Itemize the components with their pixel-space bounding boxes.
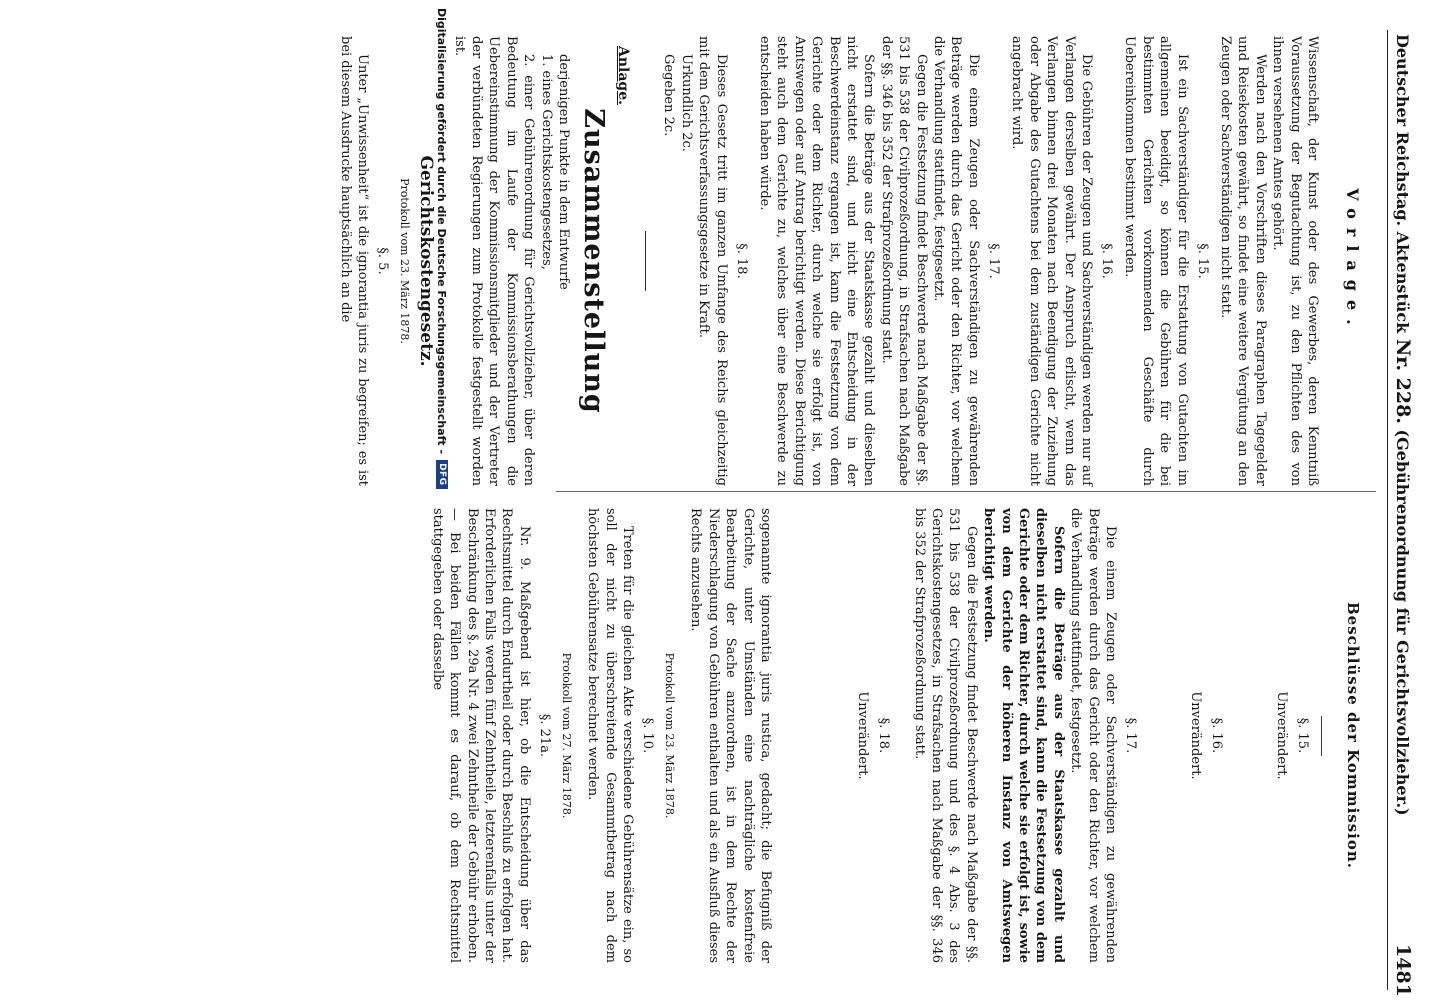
vorlage-paragraph: Wissenschaft, der Kunst oder des Gewerbes, deren Kenntniß Voraussetzung der Begutachtung ist, zu den Pflichten des von ihnen versehenen Amtes gehört. bbox=[1270, 36, 1320, 486]
right-section-18: §. 18. bbox=[876, 717, 892, 754]
page-number: 1481 bbox=[1392, 944, 1414, 997]
right-section-15: §. 15. bbox=[1295, 717, 1310, 754]
anlage-label: Anlage. bbox=[615, 46, 631, 106]
vorlage-paragraph: Die Gebühren der Zeugen und Sachverständigen werden nur auf Verlangen derselben gewährt. Der Anspruch erlischt, wenn das Verlangen binnen drei Monaten nach Beendigung der Zuziehung oder Abgabe des Gutachtens bei dem zuständigen Gerichte nicht angebracht wird. bbox=[1009, 36, 1094, 486]
vorlage-paragraph: Die einem Zeugen oder Sachverständigen zu gewährenden Beträge werden durch das Gericht oder den Richter, vor welchem die Verhandlung stattfindet, festgesetzt. bbox=[931, 36, 981, 486]
footer-text: Digitalisierung gefördert durch die Deutsche Forschungsgemeinschaft - bbox=[435, 8, 449, 455]
vorlage-paragraph: Dieses Gesetz tritt im ganzen Umfange des Reichs gleichzeitig mit dem Gerichtsverfassungsgesetze in Kraft. bbox=[696, 36, 729, 486]
unchanged-15: Unverändert. bbox=[1274, 691, 1289, 780]
left-column-heading: Vorlage. bbox=[1343, 188, 1362, 334]
section-number: §. 16. bbox=[1098, 243, 1114, 279]
right-17-para-2: Sofern die Beträge aus der Staatskasse gezahlt und dieselben nicht erstattet sind, kann die Festsetzung von dem Gerichte oder dem Richter, durch welche sie erfolgt ist, sowie von dem Gerichte der höheren Instanz von Amtswegen berichtigt werden. bbox=[981, 508, 1066, 963]
section-5-text: Unter „Unwissenheit“ ist die ignorantia juris zu begreifen; es ist bei diesem Ausdrucke hauptsächlich an die bbox=[337, 36, 371, 486]
zusammenstellung-intro: derjenigen Punkte in dem Entwurfe bbox=[556, 54, 571, 290]
right-17-para-3: Gegen die Festsetzung findet Beschwerde nach Maßgabe der §§. 531 bis 538 der Civilprozeßordnung und des §. 4 Abs. 3 des Gerichtskostengesetzes, in Strafsachen nach Maßgabe der §§. 346 bis 352 der Strafprozeßordnung statt. bbox=[911, 508, 979, 963]
protocol-date-3: Protokoll vom 27. März 1878. bbox=[559, 652, 573, 819]
vorlage-paragraph: Werden nach den Vorschriften dieses Paragraphen Tagegelder und Reisekosten gewährt, so findet eine weitere Vergütung an den Zeugen oder Sachverständigen nicht statt. bbox=[1217, 36, 1268, 486]
vorlage-paragraph: Sofern die Beträge aus der Staatskasse gezahlt und dieselben nicht erstattet sind, und nicht eine Entscheidung in der Beschwerdeinstanz ergangen ist, kann die Festsetzung von dem Gerichte oder dem Richter, durch welche sie erfolgt ist, von Amtswegen oder auf Antrag berichtigt werden. Diese Berichtigung steht auch dem Gerichte zu, welches über eine Beschwerde zu entscheiden haben würde. bbox=[757, 36, 877, 486]
page-header bbox=[1392, 34, 1414, 934]
continuation-text-3: Nr. 9. Maßgebend ist hier, ob die Entscheidung über das Rechtsmittel durch Endurtheil oder durch Beschluß zu erfolgen hat. Erforderlichen Falls werden fünf Zehntheile, letzterenfalls unter der Beschränkung des §. 29a Nr. 4 zwei Zehntheile der Gebühr erhoben. — Bei beiden Fällen kommt es darauf, ob dem Rechtsmittel stattgegeben oder dasselbe bbox=[429, 508, 532, 963]
header-subtitle: (Gebührenordnung für Gerichtsvollzieher.) bbox=[1393, 429, 1412, 816]
section-number: §. 15. bbox=[1194, 243, 1210, 279]
section-5: §. 5. bbox=[375, 247, 391, 275]
section-number: §. 18. bbox=[733, 243, 749, 279]
section-10: §. 10. bbox=[640, 717, 656, 754]
section-rule bbox=[645, 231, 646, 291]
continuation-text-1: sogenannte ignorantia juris rustica, gedacht; die Befugniß der Gerichte, unter Umständen eine nachträgliche kostenfreie Bearbeitung der Sache anzuordnen, ist in dem Rechte der Niederschlagung von Gebühren enthalten und als ein Ausfluß dieses Rechts anzusehen. bbox=[688, 508, 774, 963]
protocol-date: Protokoll vom 23. März 1878. bbox=[398, 178, 412, 344]
vorlage-paragraph: Urkundlich 2c. bbox=[678, 54, 694, 152]
column-divider bbox=[556, 491, 1376, 492]
right-section-16: §. 16. bbox=[1209, 717, 1224, 754]
protocol-date-2: Protokoll vom 23. März 1878. bbox=[663, 652, 677, 819]
act-title: Gerichtskostengesetz. bbox=[416, 155, 437, 367]
vorlage-paragraph: Gegeben 2c. bbox=[661, 54, 677, 137]
unchanged-18: Unverändert. bbox=[855, 691, 871, 780]
left-column-vorlage bbox=[336, 36, 1366, 486]
right-column-heading: Beschlüsse der Kommission. bbox=[1344, 602, 1362, 869]
vorlage-paragraph: Ist ein Sachverständiger für die Erstattung von Gutachten im allgemeinen beeidigt, so können die Gebühren für die bei bestimmten Gerichten vorkommenden Geschäfte durch Uebereinkommen bestimmt werden. bbox=[1122, 36, 1190, 486]
right-17-para-1: Die einem Zeugen oder Sachverständigen zu gewährenden Beträge werden durch das Gericht oder den Richter, vor welchem die Verhandlung stattfindet, festgesetzt. bbox=[1068, 508, 1118, 963]
right-column-kommission bbox=[428, 508, 1366, 963]
right-section-17: §. 17. bbox=[1123, 717, 1138, 754]
digitization-footer bbox=[432, 0, 452, 1000]
unchanged-16: Unverändert. bbox=[1188, 691, 1203, 780]
header-rule bbox=[1387, 30, 1388, 990]
vorlage-text bbox=[660, 36, 1321, 486]
zusammenstellung-title: Zusammenstellung bbox=[578, 108, 609, 414]
section-21a: §. 21a. bbox=[536, 713, 552, 758]
continuation-text-2: Treten für die gleichen Akte verschiedene Gebührensätze ein, so soll der nicht zu überschreitende Gesammtbetrag nach dem höchsten Gebührensatze berechnet werden. bbox=[585, 508, 636, 963]
vorlage-paragraph: Gegen die Festsetzung findet Beschwerde nach Maßgabe der §§. 531 bis 538 der Civilprozeßordnung, in Strafsachen nach Maßgabe der §§. 346 bis 352 der Strafprozeßordnung statt. bbox=[878, 36, 929, 486]
header-number: Nr. 228. bbox=[1392, 338, 1414, 424]
dfg-logo: DFG bbox=[436, 460, 448, 489]
header-title: Deutscher Reichstag. Aktenstück bbox=[1393, 34, 1412, 334]
heading-rule bbox=[1321, 716, 1322, 756]
section-number: §. 17. bbox=[985, 243, 1001, 279]
list-item-1: 1. eines Gerichtskostengesetzes, bbox=[538, 54, 554, 270]
list-item-2: 2. einer Gebührenordnung für Gerichtsvollzieher, über deren Bedeutung im Laufe der Kommissionsberathungen die Uebereinstimmung der Kommissionsmitglieder und der Vertreter der verbündeten Regierungen zum Protokolle festgestellt worden ist. bbox=[451, 36, 537, 486]
